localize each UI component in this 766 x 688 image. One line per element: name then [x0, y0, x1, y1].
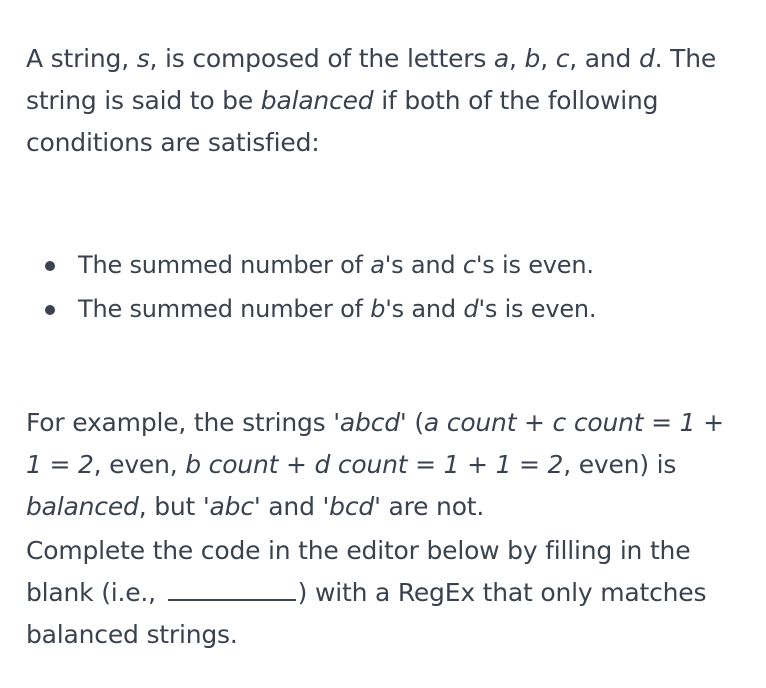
balanced-term: balanced [260, 86, 374, 115]
condition-var: c [462, 251, 476, 279]
example-expr-1: a count + c count = 1 + 1 = 2 [26, 408, 724, 479]
condition-text: 's and [384, 251, 463, 279]
condition-text: 's and [385, 295, 464, 323]
intro-text-4: if both of the following conditions are satisfied: [26, 86, 659, 157]
var-b: b [524, 44, 541, 73]
intro-text-1: A string, [26, 44, 137, 73]
example-paragraph [26, 402, 746, 528]
instruction-text-1: Complete the code in the editor below by filling in the blank (i.e., [26, 536, 691, 607]
condition-text: The summed number of [78, 295, 371, 323]
bullet-icon [45, 305, 55, 315]
list-item [26, 287, 596, 331]
example-text-3: , even, [93, 450, 186, 479]
condition-var: b [370, 295, 386, 323]
balanced-term: balanced [26, 492, 139, 521]
example-text-6: ' and ' [253, 492, 330, 521]
example-text-4: , even) is [563, 450, 677, 479]
sep-3: , and [569, 44, 639, 73]
intro-paragraph [26, 38, 746, 164]
bullet-icon [45, 261, 55, 271]
sep-2: , [540, 44, 556, 73]
condition-text: 's is even. [475, 251, 594, 279]
var-s: s [136, 44, 150, 73]
var-d: d [638, 44, 655, 73]
conditions-list [26, 243, 596, 331]
var-a: a [493, 44, 510, 73]
condition-text: 's is even. [478, 295, 597, 323]
example-text-5: , but ' [138, 492, 210, 521]
example-text-1: For example, the strings ' [26, 408, 340, 437]
list-item [26, 243, 596, 287]
instruction-paragraph [26, 530, 746, 656]
example-bcd: bcd [329, 492, 375, 521]
example-abcd: abcd [339, 408, 400, 437]
example-text-7: ' are not. [374, 492, 485, 521]
example-abc: abc [209, 492, 254, 521]
intro-text-3: . The string is said to be [26, 44, 717, 115]
condition-var: d [463, 295, 479, 323]
instruction-text-2: ) with a RegEx that only matches balanced strings. [26, 578, 707, 649]
example-text-2: ' ( [399, 408, 424, 437]
var-c: c [555, 44, 570, 73]
condition-text: The summed number of [78, 251, 371, 279]
intro-text-2: , is composed of the letters [149, 44, 494, 73]
sep-1: , [509, 44, 525, 73]
condition-var: a [370, 251, 385, 279]
blank-underline [168, 573, 296, 601]
example-expr-2: b count + d count = 1 + 1 = 2 [185, 450, 564, 479]
